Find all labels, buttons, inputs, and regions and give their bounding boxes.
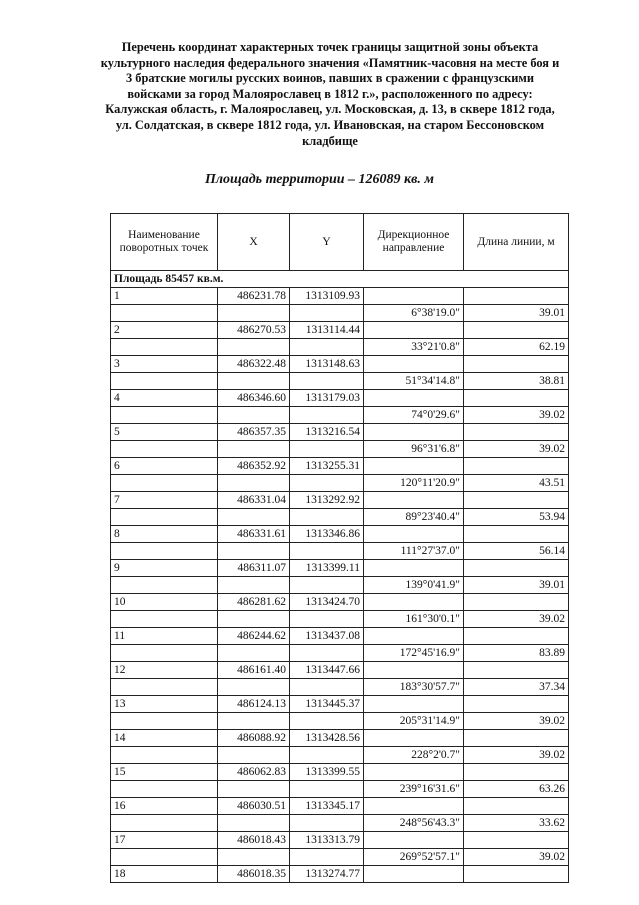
empty-cell xyxy=(464,832,569,849)
empty-cell xyxy=(111,815,218,832)
point-y: 1313114.44 xyxy=(290,322,364,339)
empty-cell xyxy=(290,713,364,730)
empty-cell xyxy=(290,849,364,866)
table-row xyxy=(111,662,569,679)
segment-length: 39.02 xyxy=(464,713,569,730)
point-x: 486311.07 xyxy=(218,560,290,577)
segment-direction: 172°45'16.9" xyxy=(364,645,464,662)
point-name: 15 xyxy=(111,764,218,781)
table-row xyxy=(111,288,569,305)
empty-cell xyxy=(290,441,364,458)
point-x: 486270.53 xyxy=(218,322,290,339)
segment-direction: 33°21'0.8" xyxy=(364,339,464,356)
coordinates-table xyxy=(110,213,569,883)
segment-row xyxy=(111,815,569,832)
empty-cell xyxy=(464,798,569,815)
empty-cell xyxy=(464,458,569,475)
segment-length: 33.62 xyxy=(464,815,569,832)
empty-cell xyxy=(290,747,364,764)
point-name: 10 xyxy=(111,594,218,611)
header-length: Длина линии, м xyxy=(464,214,569,271)
table-row xyxy=(111,424,569,441)
empty-cell xyxy=(218,815,290,832)
table-row xyxy=(111,730,569,747)
segment-length: 39.01 xyxy=(464,305,569,322)
empty-cell xyxy=(218,781,290,798)
empty-cell xyxy=(364,288,464,305)
empty-cell xyxy=(111,509,218,526)
empty-cell xyxy=(111,373,218,390)
empty-cell xyxy=(111,611,218,628)
empty-cell xyxy=(218,577,290,594)
empty-cell xyxy=(464,730,569,747)
header-x: X xyxy=(218,214,290,271)
point-x: 486030.51 xyxy=(218,798,290,815)
table-row xyxy=(111,526,569,543)
table-header-row xyxy=(111,214,569,271)
point-y: 1313109.93 xyxy=(290,288,364,305)
segment-direction: 205°31'14.9" xyxy=(364,713,464,730)
segment-row xyxy=(111,781,569,798)
segment-length: 56.14 xyxy=(464,543,569,560)
empty-cell xyxy=(111,577,218,594)
empty-cell xyxy=(111,339,218,356)
point-x: 486331.04 xyxy=(218,492,290,509)
point-y: 1313437.08 xyxy=(290,628,364,645)
point-x: 486331.61 xyxy=(218,526,290,543)
point-name: 14 xyxy=(111,730,218,747)
segment-length: 43.51 xyxy=(464,475,569,492)
empty-cell xyxy=(464,866,569,883)
empty-cell xyxy=(364,424,464,441)
table-row xyxy=(111,594,569,611)
empty-cell xyxy=(290,781,364,798)
table-row xyxy=(111,322,569,339)
table-body xyxy=(111,271,569,883)
point-x: 486088.92 xyxy=(218,730,290,747)
segment-row xyxy=(111,475,569,492)
point-y: 1313292.92 xyxy=(290,492,364,509)
empty-cell xyxy=(364,594,464,611)
title-line: Перечень координат характерных точек границы защитной зоны объекта xyxy=(121,40,539,54)
segment-length: 53.94 xyxy=(464,509,569,526)
table-row xyxy=(111,492,569,509)
header-point-name: Наименование поворотных точек xyxy=(111,214,218,271)
point-name: 16 xyxy=(111,798,218,815)
segment-direction: 74°0'29.6" xyxy=(364,407,464,424)
segment-length: 38.81 xyxy=(464,373,569,390)
empty-cell xyxy=(464,356,569,373)
point-y: 1313346.86 xyxy=(290,526,364,543)
point-name: 3 xyxy=(111,356,218,373)
empty-cell xyxy=(290,373,364,390)
point-x: 486231.78 xyxy=(218,288,290,305)
empty-cell xyxy=(218,407,290,424)
point-y: 1313399.11 xyxy=(290,560,364,577)
area-title: Площадь территории – 126089 кв. м xyxy=(204,172,434,187)
segment-length: 39.02 xyxy=(464,849,569,866)
point-name: 7 xyxy=(111,492,218,509)
table-row xyxy=(111,560,569,577)
point-y: 1313216.54 xyxy=(290,424,364,441)
empty-cell xyxy=(111,543,218,560)
empty-cell xyxy=(218,373,290,390)
point-x: 486062.83 xyxy=(218,764,290,781)
empty-cell xyxy=(290,815,364,832)
segment-row xyxy=(111,713,569,730)
point-x: 486352.92 xyxy=(218,458,290,475)
empty-cell xyxy=(364,526,464,543)
segment-direction: 183°30'57.7" xyxy=(364,679,464,696)
point-name: 1 xyxy=(111,288,218,305)
point-y: 1313179.03 xyxy=(290,390,364,407)
empty-cell xyxy=(218,543,290,560)
segment-row xyxy=(111,509,569,526)
title-line: культурного наследия федерального значения «Памятник-часовня на месте боя и xyxy=(100,55,560,70)
empty-cell xyxy=(364,866,464,883)
empty-cell xyxy=(218,441,290,458)
table-row xyxy=(111,764,569,781)
table-row xyxy=(111,798,569,815)
segment-length: 39.02 xyxy=(464,441,569,458)
empty-cell xyxy=(218,849,290,866)
empty-cell xyxy=(364,322,464,339)
empty-cell xyxy=(464,322,569,339)
empty-cell xyxy=(218,713,290,730)
empty-cell xyxy=(464,424,569,441)
segment-direction: 228°2'0.7" xyxy=(364,747,464,764)
point-y: 1313445.37 xyxy=(290,696,364,713)
empty-cell xyxy=(290,509,364,526)
empty-cell xyxy=(364,696,464,713)
point-y: 1313313.79 xyxy=(290,832,364,849)
empty-cell xyxy=(111,713,218,730)
segment-row xyxy=(111,747,569,764)
empty-cell xyxy=(364,764,464,781)
empty-cell xyxy=(218,645,290,662)
empty-cell xyxy=(111,407,218,424)
point-y: 1313399.55 xyxy=(290,764,364,781)
header-y: Y xyxy=(290,214,364,271)
empty-cell xyxy=(290,475,364,492)
empty-cell xyxy=(364,560,464,577)
title-line: 3 братские могилы русских воинов, павших в сражении с французскими xyxy=(126,71,534,86)
table-row xyxy=(111,356,569,373)
empty-cell xyxy=(218,475,290,492)
empty-cell xyxy=(111,305,218,322)
point-name: 12 xyxy=(111,662,218,679)
empty-cell xyxy=(290,305,364,322)
point-name: 5 xyxy=(111,424,218,441)
empty-cell xyxy=(464,288,569,305)
point-name: 8 xyxy=(111,526,218,543)
empty-cell xyxy=(290,611,364,628)
empty-cell xyxy=(464,662,569,679)
segment-direction: 248°56'43.3" xyxy=(364,815,464,832)
empty-cell xyxy=(464,390,569,407)
empty-cell xyxy=(364,730,464,747)
segment-direction: 269°52'57.1" xyxy=(364,849,464,866)
title-line: войсками за город Малоярославец в 1812 г.», расположенного по адресу: xyxy=(127,86,533,101)
point-y: 1313345.17 xyxy=(290,798,364,815)
title-line: ул. Солдатская, в сквере 1812 года, ул. Ивановская, на старом Бессоновском xyxy=(115,117,545,132)
segment-length: 63.26 xyxy=(464,781,569,798)
empty-cell xyxy=(464,696,569,713)
point-x: 486357.35 xyxy=(218,424,290,441)
segment-row xyxy=(111,679,569,696)
point-name: 4 xyxy=(111,390,218,407)
point-x: 486018.35 xyxy=(218,866,290,883)
segment-row xyxy=(111,339,569,356)
point-x: 486281.62 xyxy=(218,594,290,611)
empty-cell xyxy=(364,628,464,645)
segment-direction: 96°31'6.8" xyxy=(364,441,464,458)
empty-cell xyxy=(290,645,364,662)
segment-row xyxy=(111,373,569,390)
subsection-label: Площадь 85457 кв.м. xyxy=(111,271,569,288)
empty-cell xyxy=(111,849,218,866)
empty-cell xyxy=(464,560,569,577)
point-x: 486018.43 xyxy=(218,832,290,849)
empty-cell xyxy=(290,679,364,696)
point-name: 17 xyxy=(111,832,218,849)
point-y: 1313148.63 xyxy=(290,356,364,373)
segment-row xyxy=(111,849,569,866)
table-row xyxy=(111,390,569,407)
point-name: 18 xyxy=(111,866,218,883)
empty-cell xyxy=(290,407,364,424)
empty-cell xyxy=(364,390,464,407)
segment-direction: 139°0'41.9" xyxy=(364,577,464,594)
table-row xyxy=(111,866,569,883)
empty-cell xyxy=(218,339,290,356)
title-line: кладбище xyxy=(302,133,358,148)
point-x: 486244.62 xyxy=(218,628,290,645)
empty-cell xyxy=(464,764,569,781)
point-x: 486322.48 xyxy=(218,356,290,373)
segment-row xyxy=(111,543,569,560)
segment-row xyxy=(111,611,569,628)
table-row xyxy=(111,458,569,475)
segment-row xyxy=(111,305,569,322)
empty-cell xyxy=(464,526,569,543)
empty-cell xyxy=(111,781,218,798)
point-name: 6 xyxy=(111,458,218,475)
point-name: 13 xyxy=(111,696,218,713)
empty-cell xyxy=(464,628,569,645)
segment-length: 39.01 xyxy=(464,577,569,594)
point-y: 1313447.66 xyxy=(290,662,364,679)
empty-cell xyxy=(218,611,290,628)
segment-length: 39.02 xyxy=(464,611,569,628)
empty-cell xyxy=(364,492,464,509)
segment-direction: 89°23'40.4" xyxy=(364,509,464,526)
point-y: 1313428.56 xyxy=(290,730,364,747)
segment-direction: 120°11'20.9" xyxy=(364,475,464,492)
empty-cell xyxy=(290,339,364,356)
empty-cell xyxy=(218,679,290,696)
table-row xyxy=(111,696,569,713)
header-direction: Дирекционное направление xyxy=(364,214,464,271)
empty-cell xyxy=(290,543,364,560)
segment-row xyxy=(111,645,569,662)
empty-cell xyxy=(111,441,218,458)
segment-length: 83.89 xyxy=(464,645,569,662)
segment-row xyxy=(111,441,569,458)
segment-length: 37.34 xyxy=(464,679,569,696)
empty-cell xyxy=(111,475,218,492)
segment-row xyxy=(111,407,569,424)
segment-direction: 6°38'19.0" xyxy=(364,305,464,322)
point-y: 1313424.70 xyxy=(290,594,364,611)
segment-direction: 51°34'14.8" xyxy=(364,373,464,390)
empty-cell xyxy=(364,356,464,373)
table-row xyxy=(111,628,569,645)
empty-cell xyxy=(464,492,569,509)
subsection-row xyxy=(111,271,569,288)
table-row xyxy=(111,832,569,849)
empty-cell xyxy=(218,509,290,526)
empty-cell xyxy=(364,662,464,679)
title-line: Калужская область, г. Малоярославец, ул. Московская, д. 13, в сквере 1812 года, xyxy=(105,102,555,117)
document-title xyxy=(60,40,600,149)
point-x: 486161.40 xyxy=(218,662,290,679)
segment-row xyxy=(111,577,569,594)
point-name: 9 xyxy=(111,560,218,577)
empty-cell xyxy=(364,798,464,815)
empty-cell xyxy=(364,458,464,475)
point-name: 11 xyxy=(111,628,218,645)
point-name: 2 xyxy=(111,322,218,339)
segment-direction: 111°27'37.0" xyxy=(364,543,464,560)
segment-length: 39.02 xyxy=(464,747,569,764)
segment-direction: 239°16'31.6" xyxy=(364,781,464,798)
segment-direction: 161°30'0.1" xyxy=(364,611,464,628)
empty-cell xyxy=(364,832,464,849)
empty-cell xyxy=(111,747,218,764)
point-x: 486124.13 xyxy=(218,696,290,713)
empty-cell xyxy=(111,679,218,696)
empty-cell xyxy=(218,305,290,322)
segment-length: 39.02 xyxy=(464,407,569,424)
point-y: 1313255.31 xyxy=(290,458,364,475)
empty-cell xyxy=(111,645,218,662)
empty-cell xyxy=(218,747,290,764)
point-y: 1313274.77 xyxy=(290,866,364,883)
empty-cell xyxy=(290,577,364,594)
point-x: 486346.60 xyxy=(218,390,290,407)
empty-cell xyxy=(464,594,569,611)
segment-length: 62.19 xyxy=(464,339,569,356)
